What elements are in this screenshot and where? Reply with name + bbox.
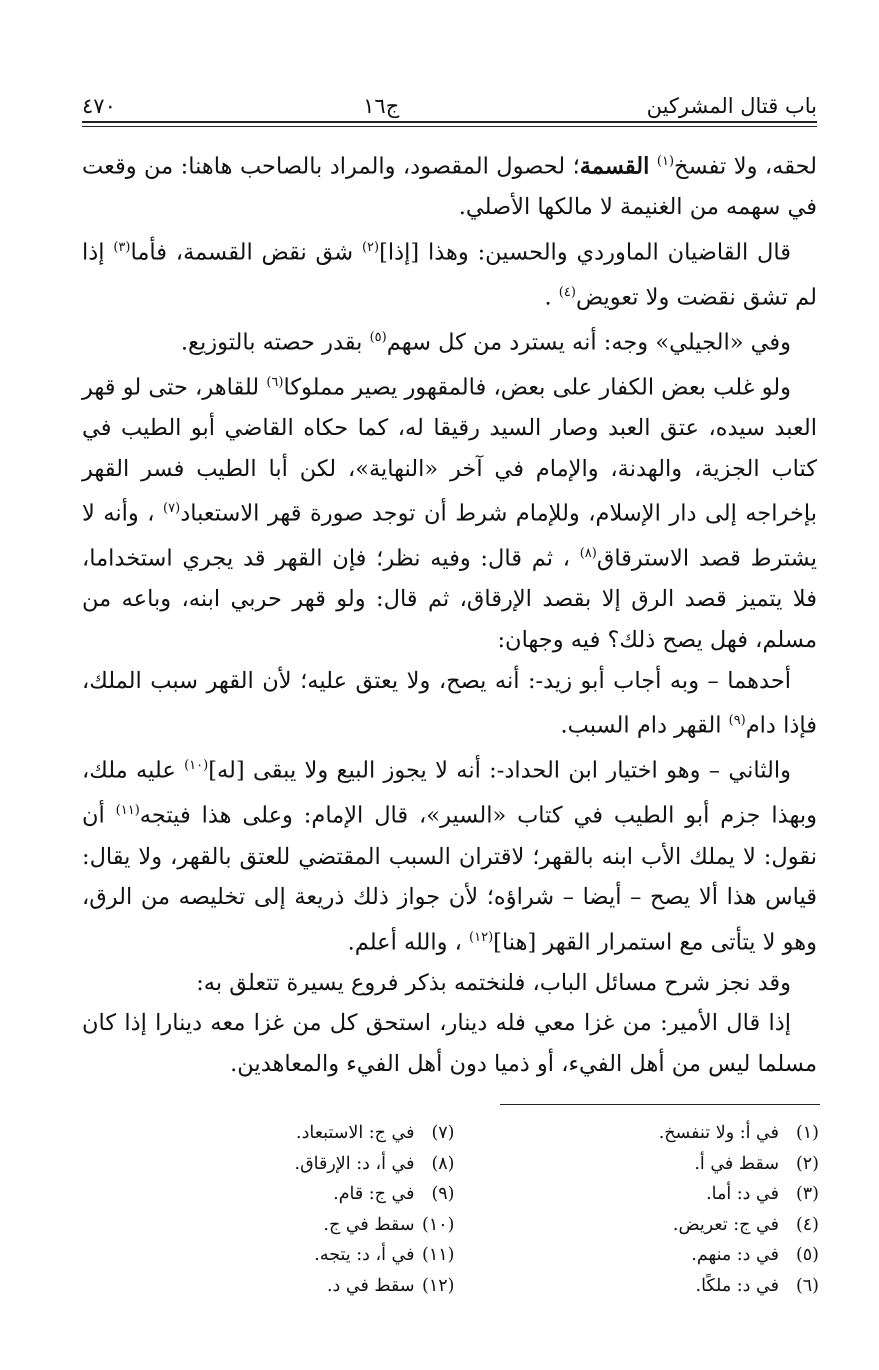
- footnote: [120, 1149, 455, 1180]
- footnote-ref: (٢): [361, 239, 380, 255]
- footnote-text: سقط في د.: [326, 1275, 415, 1296]
- footnotes: [120, 1118, 819, 1301]
- footnote-number: (١٢): [422, 1275, 455, 1296]
- header-rule: [82, 121, 817, 123]
- footnote-text: في ج: قام.: [333, 1184, 415, 1204]
- paragraph: وفي «الجيلي» وجه: أنه يسترد من كل سهم$^{(٥)}$ بقدر حصته بالتوزيع.: [180, 329, 791, 356]
- footnote-number: (٣): [795, 1184, 819, 1204]
- footnote: [120, 1179, 455, 1210]
- footnote: [120, 1118, 455, 1149]
- page-number: ٤٧٠: [82, 94, 116, 118]
- footnote: [120, 1210, 455, 1241]
- paragraph: إذا قال الأمير: من غزا معي فله دينار، استحق كل من غزا معه دينارا إذا كان مسلما ليس من أهل الفيء، أو ذميا دون أهل الفيء والمعاهدين.: [82, 1010, 817, 1077]
- footnote-ref: (٧): [163, 501, 181, 517]
- footnote-ref: (٥): [369, 329, 387, 345]
- footnote-ref: (١٢): [469, 929, 494, 945]
- footnotes-column-right: [485, 1118, 820, 1301]
- footnote-ref: (٩): [728, 713, 746, 729]
- footnote: [120, 1271, 455, 1302]
- footnote: [485, 1179, 820, 1210]
- footnote-text: سقط في ج.: [323, 1214, 415, 1235]
- footnote-text: في د: منهم.: [691, 1245, 779, 1265]
- footnote-text: في أ: ولا تنفسخ.: [658, 1123, 779, 1143]
- footnote-text: في أ، د: يتجه.: [314, 1245, 415, 1265]
- footnote: [485, 1118, 820, 1149]
- footnote: [485, 1210, 820, 1241]
- footnote-ref: (٦): [266, 374, 284, 390]
- paragraph: والثاني – وهو اختيار ابن الحداد-: أنه لا يجوز البيع ولا يبقى [له]$^{(١٠)}$ عليه ملك، وبهذا جزم أبو الطيب في كتاب «السير»، قال الإمام: وعلى هذا فيتجه$^{(١١)}$ أن نقول: لا يملك الأب ابنه بالقهر؛ لاقتران السبب المقتضي للعتق بالقهر، ولا يقال: قياس هذا ألا يصح – أيضا – شراؤه؛ لأن جواز ذلك ذريعة إلى تخليصه من الرق، وهو لا يتأتى مع استمرار القهر [هنا]$^{(١٢)}$ ، والله أعلم.: [82, 757, 817, 956]
- footnote-ref: (٤): [558, 284, 576, 300]
- footnote-ref: (٣): [113, 239, 131, 255]
- header-rule-thin: [82, 126, 817, 127]
- footnote-number: (٥): [795, 1245, 819, 1265]
- footnote-number: (٢): [795, 1153, 819, 1174]
- footnote-number: (٦): [795, 1275, 819, 1296]
- paragraph: ولو غلب بعض الكفار على بعض، فالمقهور يصير مملوكا$^{(٦)}$ للقاهر، حتى لو قهر العبد سيده، عتق العبد وصار السيد رقيقا له، كما حكاه القاضي أبو الطيب في كتاب الجزية، والهدنة، والإمام في آخر «النهاية»، لكن أبا الطيب فسر القهر بإخراجه إلى دار الإسلام، وللإمام شرط أن توجد صورة قهر الاستعباد$^{(٧)}$ ، وأنه لا يشترط قصد الاسترقاق$^{(٨)}$ ، ثم قال: وفيه نظر؛ فإن القهر قد يجري استخداما، فلا يتميز قصد الرق إلا بقصد الإرقاق، ثم قال: ولو قهر حربي ابنه، وباعه من مسلم، فهل يصح ذلك؟ فيه وجهان:: [82, 374, 818, 654]
- paragraph: لحقه، ولا تفسخ$^{(١)}$ القسمة؛ لحصول المقصود، والمراد بالصاحب هاهنا: من وقعت في سهمه من الغنيمة لا مالكها الأصلي.: [82, 153, 818, 221]
- main-text: [82, 142, 817, 1085]
- footnote-text: في د: أما.: [706, 1184, 779, 1204]
- footnote-number: (٩): [431, 1184, 455, 1204]
- footnote: [120, 1240, 455, 1271]
- footnote-number: (٨): [431, 1153, 455, 1174]
- footnote-ref: (٨): [579, 546, 597, 562]
- footnote-ref: (١٠): [184, 758, 209, 774]
- footnote-number: (١١): [422, 1245, 455, 1265]
- volume-label: ج١٦: [363, 94, 400, 118]
- footnotes-column-left: [120, 1118, 455, 1301]
- footnote-ref: (١): [656, 154, 675, 169]
- footnote-text: في د: ملكًا.: [695, 1275, 779, 1296]
- footnote-separator: [500, 1104, 820, 1105]
- running-header: [82, 82, 817, 118]
- chapter-title: باب قتال المشركين: [646, 94, 817, 118]
- paragraph: أحدهما – وبه أجاب أبو زيد-: أنه يصح، ولا يعتق عليه؛ لأن القهر سبب الملك، فإذا دام$^{(٩)}$ القهر دام السبب.: [82, 667, 817, 739]
- footnote-text: في ج: تعريض.: [672, 1214, 779, 1235]
- footnote: [485, 1240, 820, 1271]
- footnote-number: (٤): [795, 1214, 819, 1235]
- footnote-text: في أ، د: الإرقاق.: [294, 1153, 415, 1174]
- paragraph: قال القاضيان الماوردي والحسين: وهذا [إذا]$^{(٢)}$ شق نقض القسمة، فأما$^{(٣)}$ إذا لم تشق نقضت ولا تعويض$^{(٤)}$ .: [82, 239, 817, 311]
- bold-term: القسمة: [579, 153, 650, 180]
- footnote-text: في ج: الاستبعاد.: [296, 1123, 415, 1143]
- paragraph: وقد نجز شرح مسائل الباب، فلنختمه بذكر فروع يسيرة تتعلق به:: [196, 969, 791, 996]
- footnote-ref: (١١): [115, 803, 140, 819]
- footnote-number: (١٠): [422, 1214, 455, 1235]
- footnote: [485, 1271, 820, 1302]
- footnote-number: (١): [795, 1123, 819, 1143]
- footnote: [485, 1149, 820, 1180]
- footnote-text: سقط في أ.: [694, 1153, 779, 1174]
- footnote-number: (٧): [431, 1123, 455, 1143]
